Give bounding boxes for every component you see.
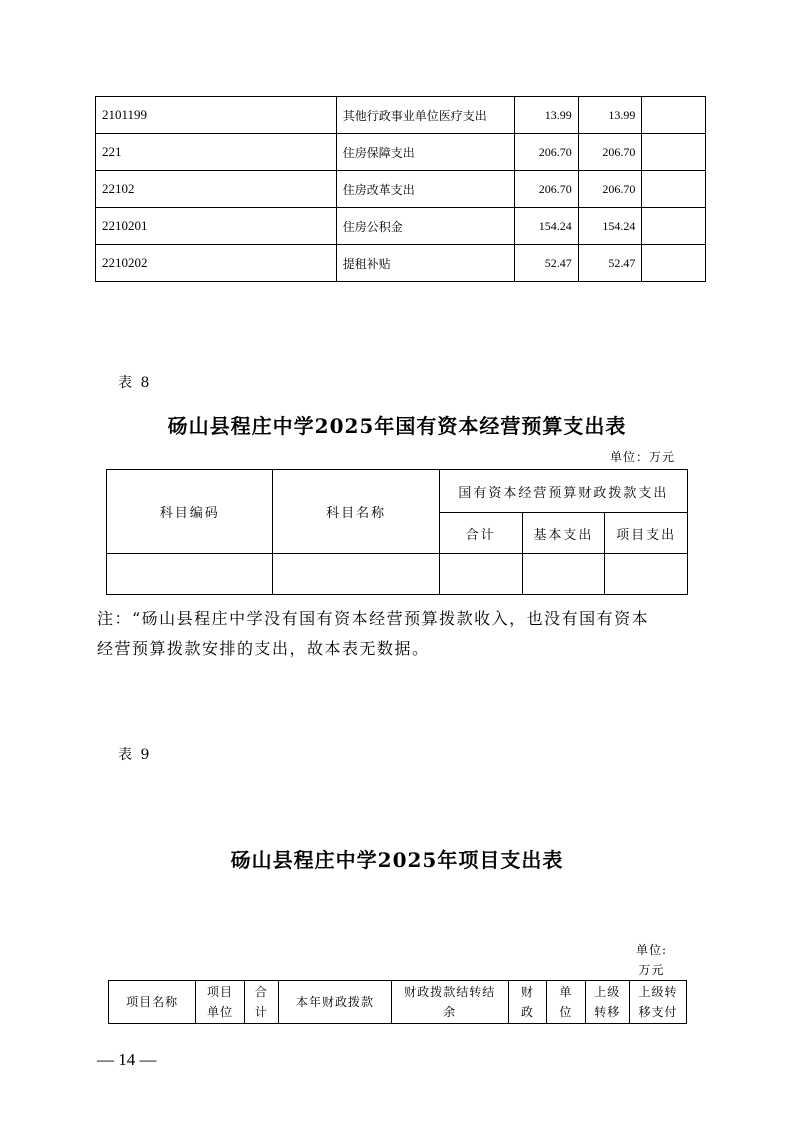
header-finance: 财 政 — [508, 981, 546, 1024]
table9-label: 表 9 — [118, 747, 152, 763]
header-total: 合 计 — [244, 981, 279, 1024]
header-superior-transfer: 上级 转移 — [585, 981, 629, 1024]
subject-code-cell: 2210201 — [96, 208, 337, 245]
table-cell — [273, 554, 439, 595]
basic-cell: 52.47 — [578, 245, 642, 282]
table-row — [96, 245, 706, 282]
state-capital-budget-table — [106, 469, 688, 595]
table-cell — [522, 554, 605, 595]
subject-code-cell: 22102 — [96, 171, 337, 208]
table8-title: 砀山县程庄中学2025年国有资本经营预算支出表 — [167, 414, 627, 438]
basic-cell: 13.99 — [578, 97, 642, 134]
header-carryover-balance: 财政拨款结转结 余 — [391, 981, 508, 1024]
header-row — [109, 981, 687, 1024]
table-cell — [605, 554, 688, 595]
header-project: 项目支出 — [605, 513, 688, 554]
page-number: — 14 — — [97, 1050, 157, 1069]
table-row — [96, 171, 706, 208]
table9-title: 砀山县程庄中学2025年项目支出表 — [230, 848, 564, 872]
header-basic: 基本支出 — [522, 513, 605, 554]
subject-name-cell: 住房保障支出 — [336, 134, 514, 171]
subject-code-cell: 2101199 — [96, 97, 337, 134]
header-total: 合计 — [439, 513, 522, 554]
header-superior-transfer-payment: 上级转 移支付 — [629, 981, 686, 1024]
header-subject-name: 科目名称 — [273, 470, 439, 554]
project-cell — [642, 171, 706, 208]
header-unit: 单 位 — [547, 981, 585, 1024]
project-cell — [642, 245, 706, 282]
total-cell: 13.99 — [514, 97, 578, 134]
table-row — [107, 554, 688, 595]
total-cell: 206.70 — [514, 171, 578, 208]
table-cell — [107, 554, 273, 595]
header-subject-code: 科目编码 — [107, 470, 273, 554]
total-cell: 52.47 — [514, 245, 578, 282]
note-line-2: 经营预算拨款安排的支出，故本表无数据。 — [97, 639, 430, 658]
subject-name-cell: 住房改革支出 — [336, 171, 514, 208]
table-row — [96, 97, 706, 134]
table8-label: 表 8 — [118, 375, 152, 391]
header-project-unit: 项目 单位 — [196, 981, 244, 1024]
table-row — [96, 134, 706, 171]
note-line-1: 注：“砀山县程庄中学没有国有资本经营预算拨款收入，也没有国有资本 — [97, 609, 650, 628]
project-cell — [642, 134, 706, 171]
unit-line-1: 单位: — [636, 943, 668, 957]
expenditure-table-continued — [95, 96, 706, 282]
unit-line-2: 万元 — [638, 963, 665, 977]
table8-unit: 单位：万元 — [610, 450, 676, 464]
subject-name-cell: 住房公积金 — [336, 208, 514, 245]
project-cell — [642, 97, 706, 134]
basic-cell: 154.24 — [578, 208, 642, 245]
header-project-name: 项目名称 — [109, 981, 196, 1024]
subject-name-cell: 其他行政事业单位医疗支出 — [336, 97, 514, 134]
total-cell: 154.24 — [514, 208, 578, 245]
table9-unit — [636, 940, 667, 980]
table-row — [96, 208, 706, 245]
total-cell: 206.70 — [514, 134, 578, 171]
basic-cell: 206.70 — [578, 134, 642, 171]
project-cell — [642, 208, 706, 245]
subject-code-cell: 221 — [96, 134, 337, 171]
header-current-year-appropriation: 本年财政拨款 — [279, 981, 392, 1024]
header-budget-group: 国有资本经营预算财政拨款支出 — [439, 470, 687, 513]
table8-note — [97, 604, 697, 664]
subject-code-cell: 2210202 — [96, 245, 337, 282]
table-cell — [439, 554, 522, 595]
project-expenditure-table — [108, 980, 687, 1024]
subject-name-cell: 提租补贴 — [336, 245, 514, 282]
basic-cell: 206.70 — [578, 171, 642, 208]
